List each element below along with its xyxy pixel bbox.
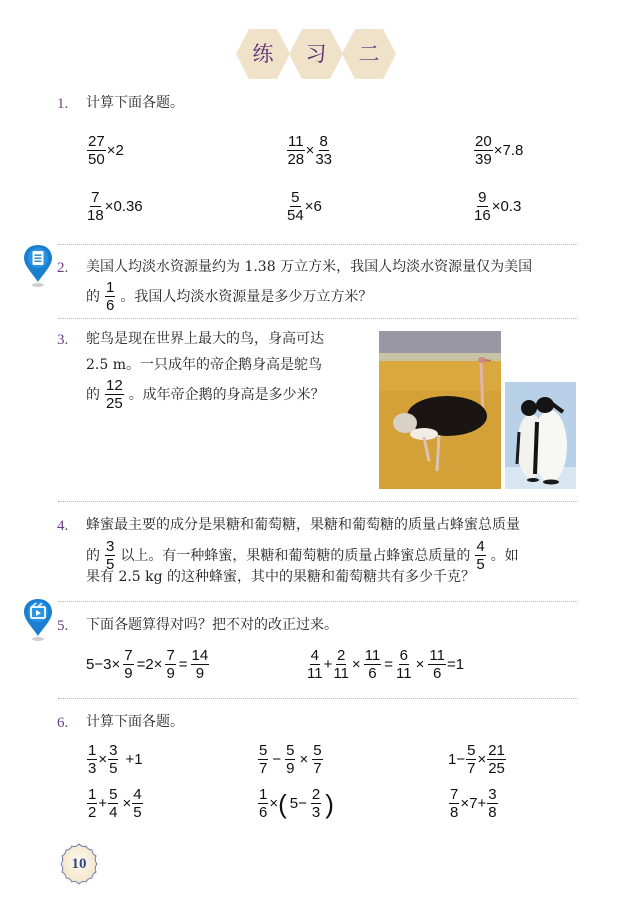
q6-r2c2: $\frac{1}{6}$ × ( 5− $\frac{2}{3}$ ): [259, 786, 334, 821]
q1-item-3: $\frac{20}{39}$ ×7.8: [475, 133, 524, 168]
divider: [58, 601, 578, 602]
q6-r1c3: 1− $\frac{5}{7}$ × $\frac{21}{25}$: [448, 742, 505, 777]
q5-prompt: 下面各题算得对吗？把不对的改正过来。: [86, 617, 338, 633]
q2-line-1: 美国人均淡水资源量约为 1.38 万立方米，我国人均淡水资源量仅为美国: [86, 259, 533, 275]
q1-item-5: $\frac{5}{54}$ ×6: [287, 189, 322, 224]
exercise-title: [236, 27, 396, 83]
divider: [58, 501, 578, 502]
page-number-badge: 10: [57, 842, 101, 886]
q6-r2c3: $\frac{7}{8}$ ×7+ $\frac{3}{8}$: [450, 786, 497, 821]
divider: [58, 318, 578, 319]
penguin-photo: [505, 382, 576, 489]
q6-prompt: 计算下面各题。: [86, 714, 184, 730]
divider: [58, 698, 578, 699]
q5-number: 5.: [57, 618, 69, 634]
q1-item-2: $\frac{11}{28}$ × $\frac{8}{33}$: [287, 133, 333, 168]
q4-line-1: 蜂蜜最主要的成分是果糖和葡萄糖，果糖和葡萄糖的质量占蜂蜜总质量: [86, 517, 520, 533]
q4-line-2: 的 $\frac{3}{5}$ 以上。有一种蜂蜜，果糖和葡萄糖的质量占蜂蜜总质量的 $\frac{4}{5}$ 。如: [86, 538, 519, 573]
q1-item-4: $\frac{7}{18}$ ×0.36: [87, 189, 143, 224]
q3-line-3: 的 $\frac{12}{25}$ 。成年帝企鹅的身高是多少米？: [86, 377, 325, 412]
q3-line-1: 鸵鸟是现在世界上最大的鸟，身高可达: [86, 331, 324, 347]
q1-item-1: $\frac{27}{50}$ ×2: [88, 133, 124, 168]
title-hex-2: 习: [289, 27, 343, 81]
q6-r2c1: $\frac{1}{2}$ + $\frac{5}{4}$ × $\frac{4}{5}$: [88, 786, 142, 821]
q1-prompt: 计算下面各题。: [86, 95, 184, 111]
q5-equation-2: $\frac{4}{11}$ + $\frac{2}{11}$ × $\frac{11}{6}$ = $\frac{6}{11}$ × $\frac{11}{6}$ =1: [307, 647, 465, 682]
q2-number: 2.: [57, 260, 69, 276]
ostrich-photo: [379, 331, 501, 489]
title-hex-3: 二: [342, 27, 396, 81]
q4-number: 4.: [57, 518, 69, 534]
q3-line-2: 2.5 m。一只成年的帝企鹅身高是鸵鸟: [86, 357, 322, 373]
q6-r1c2: $\frac{5}{7}$ − $\frac{5}{9}$ × $\frac{5}{7}$: [259, 742, 322, 777]
q6-number: 6.: [57, 715, 69, 731]
q4-line-3: 果有 2.5 kg 的这种蜂蜜，其中的果糖和葡萄糖共有多少千克？: [86, 569, 476, 585]
video-pin-icon[interactable]: [23, 598, 53, 642]
q1-item-6: $\frac{9}{16}$ ×0.3: [474, 189, 522, 224]
q5-equation-1: 5−3× $\frac{7}{9}$ =2× $\frac{7}{9}$ = $\frac{14}{9}$: [86, 647, 209, 682]
q1-number: 1.: [57, 96, 69, 112]
title-hex-1: 练: [236, 27, 290, 81]
q2-line-2: 的 $\frac{1}{6}$ 。我国人均淡水资源量是多少万立方米？: [86, 279, 373, 314]
divider: [58, 244, 578, 245]
q3-number: 3.: [57, 332, 69, 348]
q6-r1c1: $\frac{1}{3}$ × $\frac{3}{5}$ +1: [88, 742, 143, 777]
document-pin-icon[interactable]: [23, 244, 53, 288]
